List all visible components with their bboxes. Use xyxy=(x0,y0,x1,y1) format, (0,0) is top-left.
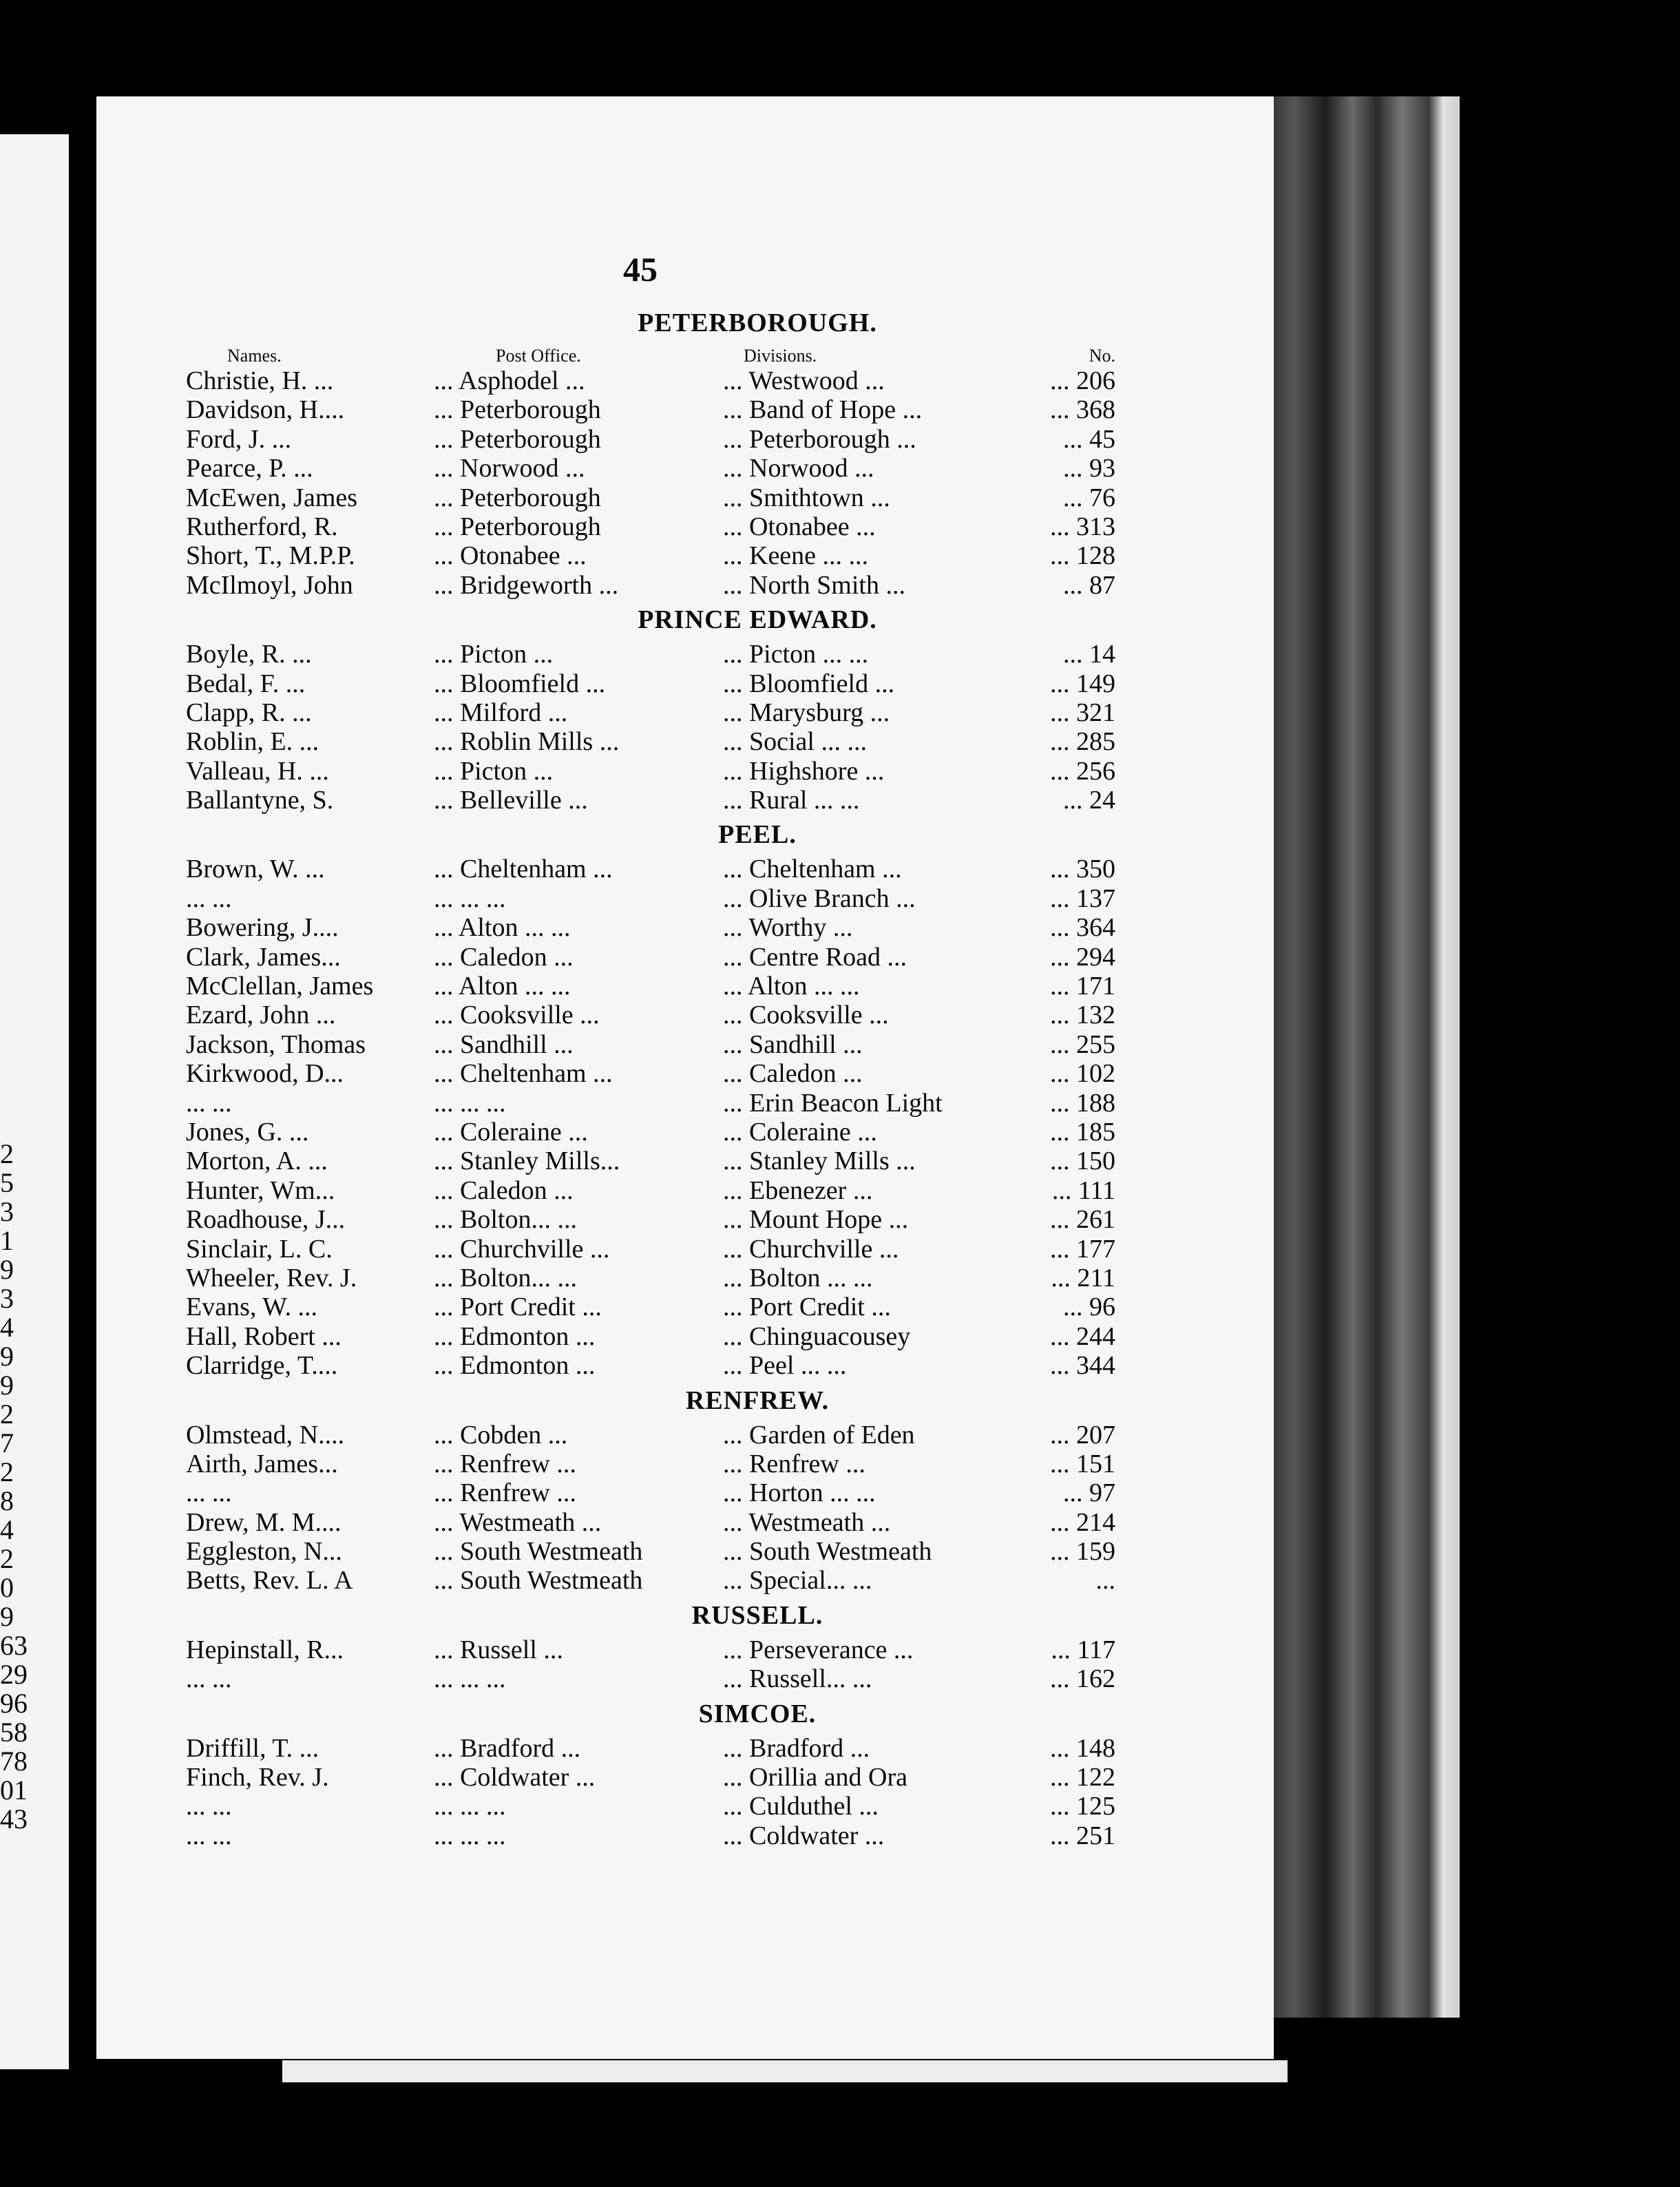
division-name: ... Cheltenham ... xyxy=(723,855,902,884)
member-name: Sinclair, L. C. xyxy=(186,1234,333,1264)
post-office: ... Bridgeworth ... xyxy=(434,570,619,600)
post-office: ... Edmonton ... xyxy=(434,1351,596,1381)
county-section xyxy=(186,303,1164,600)
member-name: Roblin, E. ... xyxy=(186,727,319,757)
division-name: ... Social ... ... xyxy=(723,727,867,757)
division-number: ... 87 xyxy=(1063,570,1115,600)
member-name: Rutherford, R. xyxy=(186,512,338,541)
division-number: ... 261 xyxy=(1050,1205,1115,1235)
directory-row xyxy=(186,1537,1164,1566)
post-office: ... Russell ... xyxy=(434,1635,563,1664)
member-name: Wheeler, Rev. J. xyxy=(186,1263,357,1293)
directory-row xyxy=(186,1235,1164,1264)
directory-row xyxy=(186,483,1164,512)
division-number: ... 244 xyxy=(1050,1321,1115,1351)
facing-page-number: 63 xyxy=(0,1630,28,1661)
section-title: RUSSELL. xyxy=(691,1600,823,1630)
post-office: ... Belleville ... xyxy=(434,786,588,815)
member-name: Clapp, R. ... xyxy=(186,698,312,727)
member-name: Driffill, T. ... xyxy=(186,1733,319,1763)
division-number: ... 150 xyxy=(1050,1147,1115,1176)
division-number: ... 111 xyxy=(1051,1175,1115,1205)
facing-page-number: 9 xyxy=(0,1370,14,1401)
division-number: ... 214 xyxy=(1050,1507,1115,1537)
post-office: ... Alton ... ... xyxy=(434,913,571,943)
member-name: Clarridge, T.... xyxy=(186,1351,338,1381)
division-name: ... Picton ... ... xyxy=(723,640,869,669)
division-number: ... 102 xyxy=(1050,1059,1115,1089)
page-number: 45 xyxy=(623,250,658,289)
post-office: ... Bolton... ... xyxy=(434,1263,577,1293)
post-office: ... Roblin Mills ... xyxy=(434,727,620,757)
directory-row xyxy=(186,727,1164,756)
division-name: ... Norwood ... xyxy=(723,454,874,483)
post-office: ... Milford ... xyxy=(434,698,568,727)
division-name: ... Port Credit ... xyxy=(723,1293,891,1322)
member-name: Ezard, John ... xyxy=(186,1001,336,1030)
post-office: ... Port Credit ... xyxy=(434,1293,602,1322)
member-name: Morton, A. ... xyxy=(186,1147,328,1176)
division-name: ... Peel ... ... xyxy=(723,1351,847,1381)
division-number: ... 350 xyxy=(1050,855,1115,884)
division-name: ... Band of Hope ... xyxy=(723,395,923,425)
division-number: ... 368 xyxy=(1050,395,1115,425)
division-name: ... Westmeath ... xyxy=(723,1507,891,1537)
member-name: McIlmoyl, John xyxy=(186,570,353,600)
division-number: ... 148 xyxy=(1050,1733,1115,1763)
division-number: ... 207 xyxy=(1050,1420,1115,1450)
division-number: ... 344 xyxy=(1050,1351,1115,1381)
division-name: ... Coleraine ... xyxy=(723,1117,877,1147)
member-name: ... ... xyxy=(186,1478,232,1508)
member-name: Bowering, J.... xyxy=(186,913,339,943)
division-number: ... 162 xyxy=(1050,1664,1115,1694)
facing-page-number: 9 xyxy=(0,1601,14,1632)
division-name: ... Orillia and Ora xyxy=(723,1763,908,1792)
directory-row xyxy=(186,1635,1164,1664)
post-office: ... Stanley Mills... xyxy=(434,1147,620,1176)
division-number: ... 149 xyxy=(1050,669,1115,698)
member-name: Jones, G. ... xyxy=(186,1117,309,1147)
division-number: ... 251 xyxy=(1050,1821,1115,1850)
section-title: PRINCE EDWARD. xyxy=(638,605,877,635)
division-number: ... 206 xyxy=(1050,366,1115,395)
division-number: ... 14 xyxy=(1063,640,1115,669)
division-name: ... Centre Road ... xyxy=(723,942,907,972)
member-name: Finch, Rev. J. xyxy=(186,1763,329,1792)
division-number: ... 255 xyxy=(1050,1029,1115,1059)
facing-page-number: 78 xyxy=(0,1746,28,1777)
directory-row xyxy=(186,1205,1164,1234)
facing-page-number: 4 xyxy=(0,1312,14,1343)
directory-row xyxy=(186,943,1164,972)
division-name: ... Marysburg ... xyxy=(723,698,890,727)
directory-row xyxy=(186,541,1164,570)
division-name: ... Bloomfield ... xyxy=(723,669,895,698)
post-office: ... Peterborough xyxy=(434,424,601,454)
division-name: ... Renfrew ... xyxy=(723,1449,865,1478)
directory-row xyxy=(186,1293,1164,1321)
division-number: ... xyxy=(1095,1566,1115,1595)
member-name: Clark, James... xyxy=(186,942,341,972)
division-number: ... 321 xyxy=(1050,698,1115,727)
book-page-edges xyxy=(1253,96,1460,2018)
column-header-divisions: Divisions. xyxy=(744,346,817,366)
post-office: ... South Westmeath xyxy=(434,1566,643,1595)
directory-row xyxy=(186,512,1164,541)
directory-row xyxy=(186,1001,1164,1029)
division-number: ... 177 xyxy=(1050,1234,1115,1264)
column-header-no: No. xyxy=(1089,346,1115,366)
division-name: ... Erin Beacon Light xyxy=(723,1088,943,1118)
member-name: Christie, H. ... xyxy=(186,366,334,395)
division-number: ... 93 xyxy=(1063,454,1115,483)
facing-page-number: 96 xyxy=(0,1688,28,1719)
post-office: ... Churchville ... xyxy=(434,1234,610,1264)
post-office: ... Peterborough xyxy=(434,512,601,541)
division-number: ... 128 xyxy=(1050,541,1115,571)
member-name: Kirkwood, D... xyxy=(186,1059,344,1089)
division-name: ... Sandhill ... xyxy=(723,1029,863,1059)
facing-page-number: 58 xyxy=(0,1717,28,1748)
facing-page-number: 8 xyxy=(0,1485,14,1516)
division-number: ... 285 xyxy=(1050,727,1115,757)
directory-row xyxy=(186,1566,1164,1595)
post-office: ... ... ... xyxy=(434,883,506,913)
division-name: ... Cooksville ... xyxy=(723,1001,889,1030)
member-name: Betts, Rev. L. A xyxy=(186,1566,353,1595)
division-number: ... 211 xyxy=(1051,1263,1115,1293)
division-number: ... 97 xyxy=(1063,1478,1115,1508)
facing-page-number: 43 xyxy=(0,1803,28,1834)
column-headers xyxy=(186,343,1164,366)
division-number: ... 294 xyxy=(1050,942,1115,972)
directory-row xyxy=(186,1508,1164,1537)
post-office: ... Cheltenham ... xyxy=(434,1059,613,1089)
post-office: ... Picton ... xyxy=(434,640,554,669)
facing-page-number: 3 xyxy=(0,1196,14,1227)
member-name: Boyle, R. ... xyxy=(186,640,312,669)
post-office: ... Cobden ... xyxy=(434,1420,568,1450)
post-office: ... Norwood ... xyxy=(434,454,585,483)
division-name: ... Horton ... ... xyxy=(723,1478,876,1508)
facing-page-number: 5 xyxy=(0,1167,14,1198)
division-number: ... 45 xyxy=(1063,424,1115,454)
section-title: RENFREW. xyxy=(685,1385,830,1415)
facing-page-number: 2 xyxy=(0,1456,14,1487)
facing-page-number: 3 xyxy=(0,1283,14,1314)
post-office: ... Coleraine ... xyxy=(434,1117,588,1147)
division-number: ... 185 xyxy=(1050,1117,1115,1147)
directory-row xyxy=(186,884,1164,913)
division-name: ... South Westmeath xyxy=(723,1537,932,1567)
directory-row xyxy=(186,640,1164,669)
county-section xyxy=(186,1595,1164,1694)
member-name: ... ... xyxy=(186,1821,232,1850)
member-name: ... ... xyxy=(186,1088,232,1118)
directory-row xyxy=(186,1322,1164,1351)
division-number: ... 137 xyxy=(1050,883,1115,913)
post-office: ... Westmeath ... xyxy=(434,1507,602,1537)
division-number: ... 151 xyxy=(1050,1449,1115,1478)
division-name: ... Bradford ... xyxy=(723,1733,870,1763)
member-name: Ballantyne, S. xyxy=(186,786,334,815)
division-name: ... Perseverance ... xyxy=(723,1635,914,1664)
post-office: ... Edmonton ... xyxy=(434,1321,596,1351)
post-office: ... ... ... xyxy=(434,1664,506,1694)
division-number: ... 96 xyxy=(1063,1293,1115,1322)
directory-row xyxy=(186,786,1164,815)
division-name: ... Russell... ... xyxy=(723,1664,872,1694)
post-office: ... Caledon ... xyxy=(434,1175,574,1205)
directory-row xyxy=(186,855,1164,883)
division-number: ... 313 xyxy=(1050,512,1115,541)
facing-page-edge xyxy=(0,134,69,2069)
county-section xyxy=(186,815,1164,1380)
member-name: Short, T., M.P.P. xyxy=(186,541,355,571)
directory-row xyxy=(186,1059,1164,1088)
county-section xyxy=(186,1694,1164,1851)
division-name: ... Stanley Mills ... xyxy=(723,1147,916,1176)
member-name: Airth, James... xyxy=(186,1449,338,1478)
post-office: ... Bloomfield ... xyxy=(434,669,606,698)
division-name: ... Culduthel ... xyxy=(723,1792,879,1821)
division-name: ... Rural ... ... xyxy=(723,786,860,815)
division-name: ... Bolton ... ... xyxy=(723,1263,873,1293)
directory-listing xyxy=(186,303,1164,1850)
member-name: Hunter, Wm... xyxy=(186,1175,335,1205)
facing-page-number: 2 xyxy=(0,1543,14,1574)
division-number: ... 171 xyxy=(1050,972,1115,1001)
facing-page-number: 2 xyxy=(0,1138,14,1169)
county-section xyxy=(186,600,1164,815)
division-name: ... Ebenezer ... xyxy=(723,1175,873,1205)
member-name: Bedal, F. ... xyxy=(186,669,306,698)
division-name: ... Mount Hope ... xyxy=(723,1205,909,1235)
member-name: Roadhouse, J... xyxy=(186,1205,346,1235)
member-name: Eggleston, N... xyxy=(186,1537,342,1567)
directory-row xyxy=(186,366,1164,395)
facing-page-number: 0 xyxy=(0,1572,14,1603)
directory-row xyxy=(186,669,1164,698)
directory-row xyxy=(186,1176,1164,1205)
post-office: ... Caledon ... xyxy=(434,942,574,972)
division-number: ... 132 xyxy=(1050,1001,1115,1030)
division-name: ... Garden of Eden xyxy=(723,1420,915,1450)
directory-row xyxy=(186,454,1164,483)
member-name: Jackson, Thomas xyxy=(186,1029,366,1059)
division-name: ... Chinguacousey xyxy=(723,1321,911,1351)
division-number: ... 117 xyxy=(1051,1635,1115,1664)
directory-row xyxy=(186,1821,1164,1850)
division-number: ... 122 xyxy=(1050,1763,1115,1792)
post-office: ... Asphodel ... xyxy=(434,366,585,395)
directory-row xyxy=(186,1478,1164,1507)
post-office: ... Peterborough xyxy=(434,395,601,425)
section-title: SIMCOE. xyxy=(698,1699,817,1728)
directory-row xyxy=(186,913,1164,942)
directory-row xyxy=(186,698,1164,727)
facing-page-number: 9 xyxy=(0,1341,14,1372)
facing-page-number: 4 xyxy=(0,1514,14,1545)
division-name: ... Westwood ... xyxy=(723,366,885,395)
division-name: ... North Smith ... xyxy=(723,570,905,600)
section-title: PETERBOROUGH. xyxy=(638,308,877,337)
facing-page-number: 29 xyxy=(0,1659,28,1690)
post-office: ... Renfrew ... xyxy=(434,1449,576,1478)
division-number: ... 364 xyxy=(1050,913,1115,943)
post-office: ... ... ... xyxy=(434,1088,506,1118)
post-office: ... Alton ... ... xyxy=(434,972,571,1001)
post-office: ... Sandhill ... xyxy=(434,1029,574,1059)
member-name: Olmstead, N.... xyxy=(186,1420,345,1450)
directory-row xyxy=(186,1030,1164,1059)
directory-row xyxy=(186,571,1164,600)
post-office: ... Cheltenham ... xyxy=(434,855,613,884)
division-name: ... Smithtown ... xyxy=(723,483,890,512)
division-name: ... Otonabee ... xyxy=(723,512,876,541)
directory-row xyxy=(186,1792,1164,1821)
directory-row xyxy=(186,425,1164,454)
division-number: ... 256 xyxy=(1050,756,1115,786)
division-name: ... Olive Branch ... xyxy=(723,883,916,913)
post-office: ... Bradford ... xyxy=(434,1733,581,1763)
post-office: ... Peterborough xyxy=(434,483,601,512)
division-name: ... Special... ... xyxy=(723,1566,872,1595)
post-office: ... South Westmeath xyxy=(434,1537,643,1567)
member-name: Hepinstall, R... xyxy=(186,1635,344,1664)
county-section xyxy=(186,1381,1164,1595)
post-office: ... Otonabee ... xyxy=(434,541,587,571)
directory-row xyxy=(186,1664,1164,1693)
member-name: Brown, W. ... xyxy=(186,855,325,884)
division-name: ... Peterborough ... xyxy=(723,424,916,454)
division-name: ... Worthy ... xyxy=(723,913,853,943)
post-office: ... Renfrew ... xyxy=(434,1478,576,1508)
member-name: ... ... xyxy=(186,1664,232,1694)
division-name: ... Highshore ... xyxy=(723,756,885,786)
division-number: ... 159 xyxy=(1050,1537,1115,1567)
column-header-post-office: Post Office. xyxy=(496,346,581,366)
division-name: ... Coldwater ... xyxy=(723,1821,885,1850)
member-name: ... ... xyxy=(186,883,232,913)
post-office: ... ... ... xyxy=(434,1821,506,1850)
member-name: McEwen, James xyxy=(186,483,358,512)
directory-row xyxy=(186,1734,1164,1763)
member-name: Valleau, H. ... xyxy=(186,756,329,786)
division-name: ... Alton ... ... xyxy=(723,972,860,1001)
division-name: ... Caledon ... xyxy=(723,1059,863,1089)
section-title: PEEL. xyxy=(718,820,797,850)
division-name: ... Keene ... ... xyxy=(723,541,869,571)
post-office: ... Bolton... ... xyxy=(434,1205,577,1235)
division-number: ... 125 xyxy=(1050,1792,1115,1821)
directory-row xyxy=(186,1089,1164,1118)
directory-row xyxy=(186,1450,1164,1478)
directory-row xyxy=(186,1763,1164,1792)
division-number: ... 188 xyxy=(1050,1088,1115,1118)
facing-page-number: 01 xyxy=(0,1775,28,1806)
member-name: McClellan, James xyxy=(186,972,374,1001)
facing-page-number: 1 xyxy=(0,1225,14,1256)
facing-page-number: 9 xyxy=(0,1254,14,1285)
page-bottom-strip xyxy=(282,2060,1288,2082)
post-office: ... Coldwater ... xyxy=(434,1763,596,1792)
member-name: Pearce, P. ... xyxy=(186,454,313,483)
member-name: Drew, M. M.... xyxy=(186,1507,342,1537)
division-number: ... 76 xyxy=(1063,483,1115,512)
directory-row xyxy=(186,1351,1164,1380)
column-header-names: Names. xyxy=(227,346,282,366)
directory-row xyxy=(186,1264,1164,1293)
facing-page-margin-numbers xyxy=(0,1140,28,1834)
post-office: ... ... ... xyxy=(434,1792,506,1821)
directory-row xyxy=(186,1421,1164,1450)
division-name: ... Churchville ... xyxy=(723,1234,899,1264)
directory-row xyxy=(186,1118,1164,1147)
facing-page-number: 2 xyxy=(0,1399,14,1430)
member-name: Davidson, H.... xyxy=(186,395,345,425)
directory-row xyxy=(186,395,1164,424)
member-name: Evans, W. ... xyxy=(186,1293,318,1322)
division-number: ... 24 xyxy=(1063,786,1115,815)
post-office: ... Picton ... xyxy=(434,756,554,786)
member-name: Ford, J. ... xyxy=(186,424,292,454)
post-office: ... Cooksville ... xyxy=(434,1001,600,1030)
member-name: ... ... xyxy=(186,1792,232,1821)
directory-row xyxy=(186,1147,1164,1175)
directory-row xyxy=(186,972,1164,1001)
facing-page-number: 7 xyxy=(0,1427,14,1458)
member-name: Hall, Robert ... xyxy=(186,1321,342,1351)
directory-row xyxy=(186,757,1164,786)
